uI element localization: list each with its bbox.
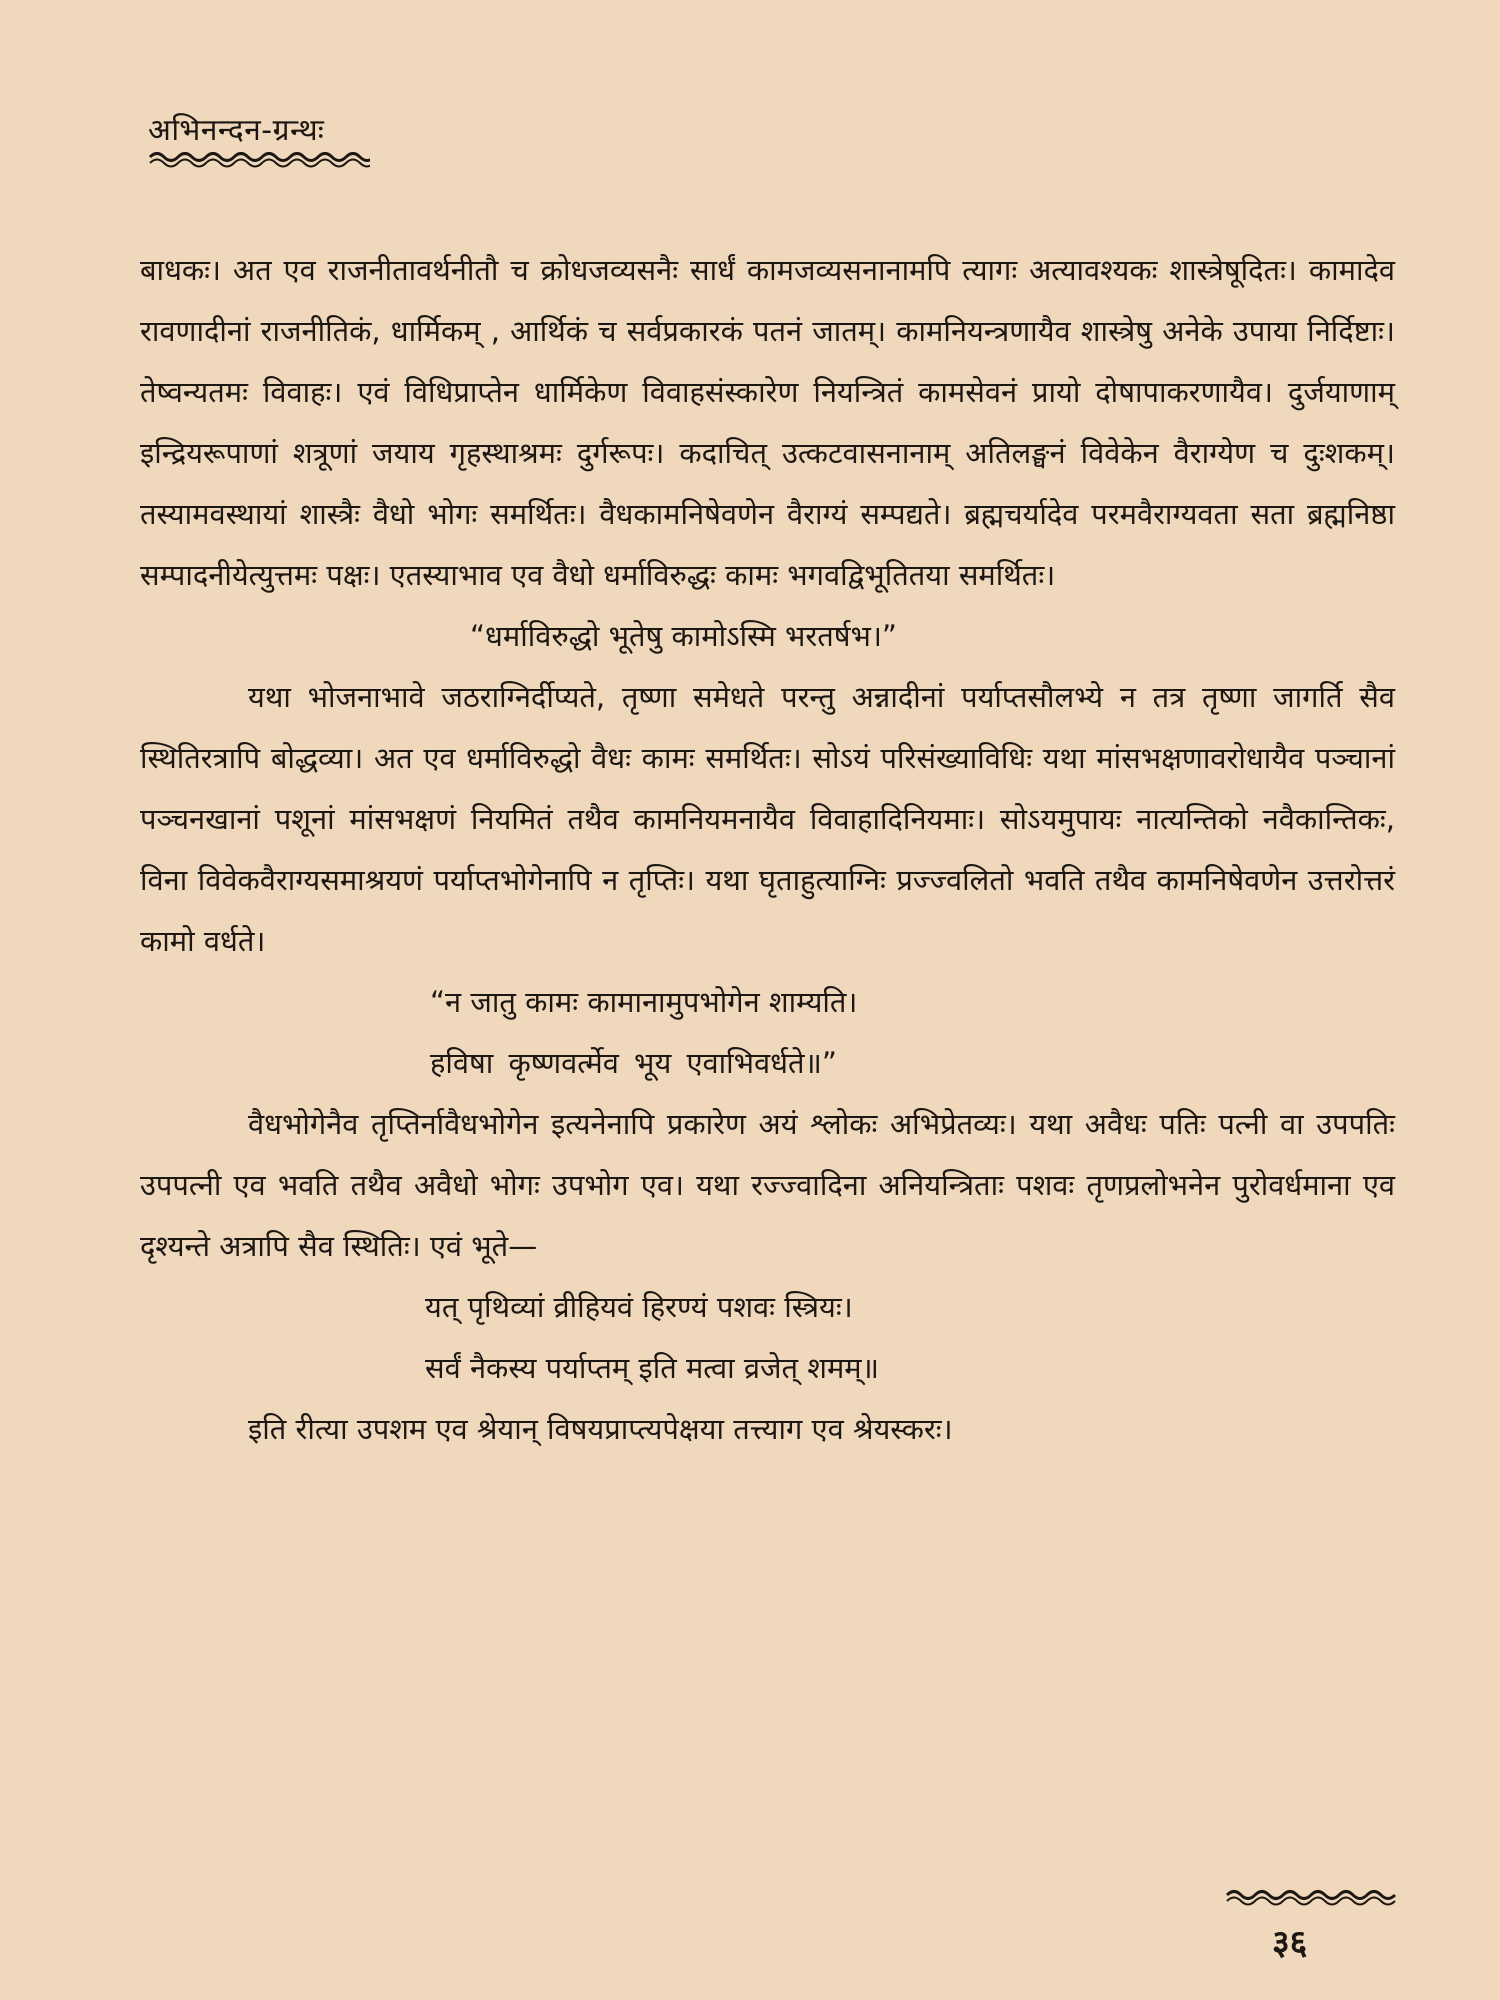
running-header-title: अभिनन्दन-ग्रन्थः <box>148 113 325 148</box>
quoted-verse-2-line-2: हविषा कृष्णवर्त्मेव भूय एवाभिवर्धते॥” <box>430 1046 837 1080</box>
quoted-verse-3-line-1: यत् पृथिव्यां व्रीहियवं हिरण्यं पशवः स्त्रियः। <box>425 1290 853 1324</box>
header-wavy-ornament <box>148 150 370 168</box>
quoted-verse-1: “धर्माविरुद्धो भूतेषु कामोऽस्मि भरतर्षभ।” <box>470 619 897 653</box>
paragraph-1: बाधकः। अत एव राजनीतावर्थनीतौ च क्रोधजव्यसनैः सार्धं कामजव्यसनानामपि त्यागः अत्यावश्यकः शास्त्रेषूदितः। कामादेव रावणादीनां राजनीतिकं, धार्मिकम् , आर्थिकं च सर्वप्रकारकं पतनं जातम्। कामनियन्त्रणायैव शास्त्रेषु अनेके उपाया निर्दिष्टाः। तेष्वन्यतमः विवाहः। एवं विधिप्राप्तेन धार्मिकेण विवाहसंस्कारेण नियन्त्रितं कामसेवनं प्रायो दोषापाकरणायैव। दुर्जयाणाम् इन्द्रियरूपाणां शत्रूणां जयाय गृहस्थाश्रमः दुर्गरूपः। कदाचित् उत्कटवासनानाम् अतिलङ्घनं विवेकेन वैराग्येण च दुःशकम्। तस्यामवस्थायां शास्त्रैः वैधो भोगः समर्थितः। वैधकामनिषेवणेन वैराग्यं सम्पद्यते। ब्रह्मचर्यादेव परमवैराग्यवता सता ब्रह्मनिष्ठा सम्पादनीयेत्युत्तमः पक्षः। एतस्याभाव एव वैधो धर्माविरुद्धः कामः भगवद्विभूतितया समर्थितः। <box>140 253 1395 592</box>
quoted-verse-2-line-1: “न जातु कामः कामानामुपभोगेन शाम्यति। <box>430 985 858 1019</box>
body-text <box>140 240 1395 1460</box>
footer-wavy-ornament <box>1225 1888 1403 1906</box>
page-number: ३६ <box>1272 1923 1308 1963</box>
paragraph-2: यथा भोजनाभावे जठराग्निर्दीप्यते, तृष्णा समेधते परन्तु अन्नादीनां पर्याप्तसौलभ्ये न तत्र तृष्णा जागर्ति सैव स्थितिरत्रापि बोद्धव्या। अत एव धर्माविरुद्धो वैधः कामः समर्थितः। सोऽयं परिसंख्याविधिः यथा मांसभक्षणावरोधायैव पञ्चानां पञ्चनखानां पशूनां मांसभक्षणं नियमितं तथैव कामनियमनायैव विवाहादिनियमाः। सोऽयमुपायः नात्यन्तिको नवैकान्तिकः, विना विवेकवैराग्यसमाश्रयणं पर्याप्तभोगेनापि न तृप्तिः। यथा घृताहुत्याग्निः प्रज्ज्वलितो भवति तथैव कामनिषेवणेन उत्तरोत्तरं कामो वर्धते। <box>140 680 1395 958</box>
paragraph-4: इति रीत्या उपशम एव श्रेयान् विषयप्राप्त्यपेक्षया तत्त्याग एव श्रेयस्करः। <box>248 1412 953 1446</box>
quoted-verse-3-line-2: सर्वं नैकस्य पर्याप्तम् इति मत्वा व्रजेत् शमम्॥ <box>425 1351 880 1385</box>
paragraph-3: वैधभोगेनैव तृप्तिर्नावैधभोगेन इत्यनेनापि प्रकारेण अयं श्लोकः अभिप्रेतव्यः। यथा अवैधः पतिः पत्नी वा उपपतिः उपपत्नी एव भवति तथैव अवैधो भोगः उपभोग एव। यथा रज्ज्वादिना अनियन्त्रिताः पशवः तृणप्रलोभनेन पुरोवर्धमाना एव दृश्यन्ते अत्रापि सैव स्थितिः। एवं भूते— <box>140 1107 1395 1263</box>
